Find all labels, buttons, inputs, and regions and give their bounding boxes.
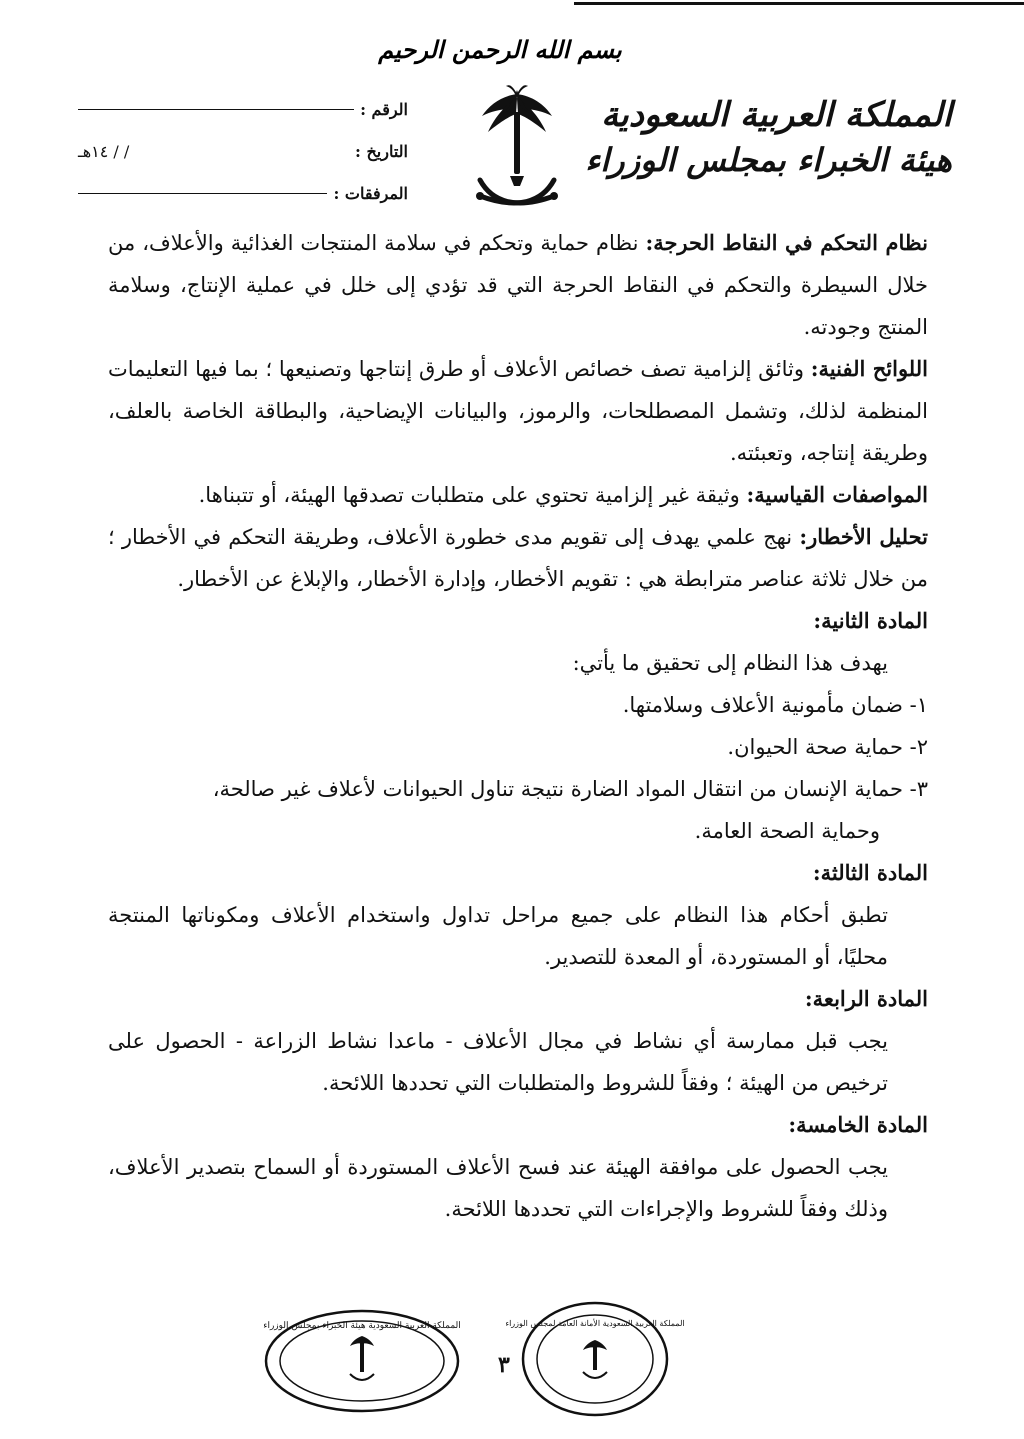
- article-2-item-3: ٣- حماية الإنسان من انتقال المواد الضارة نتيجة تناول الحيوانات لأعلاف غير صالحة،: [212, 777, 928, 801]
- article-3-text: تطبق أحكام هذا النظام على جميع مراحل تداول واستخدام الأعلاف ومكوناتها المنتجة محليًا، أو المستوردة، أو المعدة للتصدير.: [108, 903, 888, 969]
- definition-term: تحليل الأخطار:: [799, 524, 929, 549]
- definition-text: وثائق إلزامية تصف خصائص الأعلاف أو طرق إنتاجها وتصنيعها ؛ بما فيها التعليمات المنظمة لذلك، وتشمل المصطلحات، والرموز، والبيانات الإيضاحية، والبطاقة الخاصة بالعلف، وطريقة إنتاجه، وتعبئته.: [108, 357, 928, 465]
- attachments-label: المرفقات :: [333, 183, 408, 203]
- seal-left-text: المملكة العربية السعودية هيئة الخبراء بمجلس الوزراء: [263, 1321, 461, 1331]
- date-value: / / ١٤هـ: [78, 141, 130, 161]
- definition-text: نهج علمي يهدف إلى تقويم مدى خطورة الأعلاف، وطريقة التحكم في الأخطار ؛ من خلال ثلاثة عناصر مترابطة هي : تقويم الأخطار، وإدارة الأخطار، والإبلاغ عن الأخطار.: [108, 525, 928, 591]
- definition-term: نظام التحكم في النقاط الحرجة:: [645, 230, 928, 255]
- organization-letterhead: [585, 92, 952, 182]
- article-4-heading: المادة الرابعة:: [804, 986, 928, 1011]
- basmala-text: بسم الله الرحمن الرحيم: [378, 35, 622, 64]
- ref-number-label: الرقم :: [360, 99, 408, 119]
- definition-standard-specifications: [108, 474, 928, 516]
- definition-hazard-analysis: [108, 516, 928, 600]
- date-row: [78, 130, 408, 172]
- definition-term: اللوائح الفنية:: [810, 356, 928, 381]
- document-body: [108, 222, 928, 1230]
- top-edge-line: [574, 2, 1024, 5]
- basmala-calligraphy: [378, 28, 622, 70]
- article-2-item-2: ٢- حماية صحة الحيوان.: [727, 735, 928, 759]
- definition-text: وثيقة غير إلزامية تحتوي على متطلبات تصدقها الهيئة، أو تتبناها.: [198, 483, 747, 507]
- article-2-intro: يهدف هذا النظام إلى تحقيق ما يأتي:: [572, 651, 888, 675]
- article-4-text: يجب قبل ممارسة أي نشاط في مجال الأعلاف - ماعدا نشاط الزراعة - الحصول على ترخيص من الهيئة ؛ وفقاً للشروط والمتطلبات التي تحددها اللائحة.: [108, 1029, 888, 1095]
- article-2-item-3-continued: وحماية الصحة العامة.: [694, 819, 880, 843]
- ref-number-line: [78, 109, 354, 110]
- definition-term: المواصفات القياسية:: [746, 482, 928, 507]
- date-label: التاريخ :: [354, 141, 408, 161]
- org-name-kingdom: المملكة العربية السعودية: [601, 95, 952, 135]
- ref-number-row: [78, 88, 408, 130]
- page-number: ٣: [498, 1352, 510, 1378]
- article-5-heading: المادة الخامسة:: [788, 1112, 928, 1137]
- article-3-heading: المادة الثالثة:: [812, 860, 928, 885]
- palm-swords-emblem-icon: [472, 84, 562, 224]
- definition-critical-points: [108, 222, 928, 348]
- article-2-item-1: ١- ضمان مأمونية الأعلاف وسلامتها.: [622, 693, 928, 717]
- attachments-row: [78, 172, 408, 214]
- org-name-bureau: هيئة الخبراء بمجلس الوزراء: [585, 141, 952, 179]
- definition-technical-regulations: [108, 348, 928, 474]
- attachments-line: [78, 193, 327, 194]
- official-seal-left-icon: [262, 1306, 462, 1416]
- definition-text: نظام حماية وتحكم في سلامة المنتجات الغذائية والأعلاف، من خلال السيطرة والتحكم في النقاط الحرجة التي قد تؤدي إلى خلل في عملية الإنتاج، وسلامة المنتج وجودته.: [108, 231, 928, 339]
- article-5-text: يجب الحصول على موافقة الهيئة عند فسح الأعلاف المستوردة أو السماح بتصدير الأعلاف، وذلك وفقاً للشروط والإجراءات التي تحددها اللائحة.: [108, 1155, 888, 1221]
- article-2-heading: المادة الثانية:: [813, 608, 928, 633]
- reference-fields: [78, 88, 408, 214]
- seal-right-text: المملكة العربية السعودية الأمانة العامة لمجلس الوزراء: [505, 1319, 685, 1328]
- official-seal-right-icon: [505, 1300, 685, 1418]
